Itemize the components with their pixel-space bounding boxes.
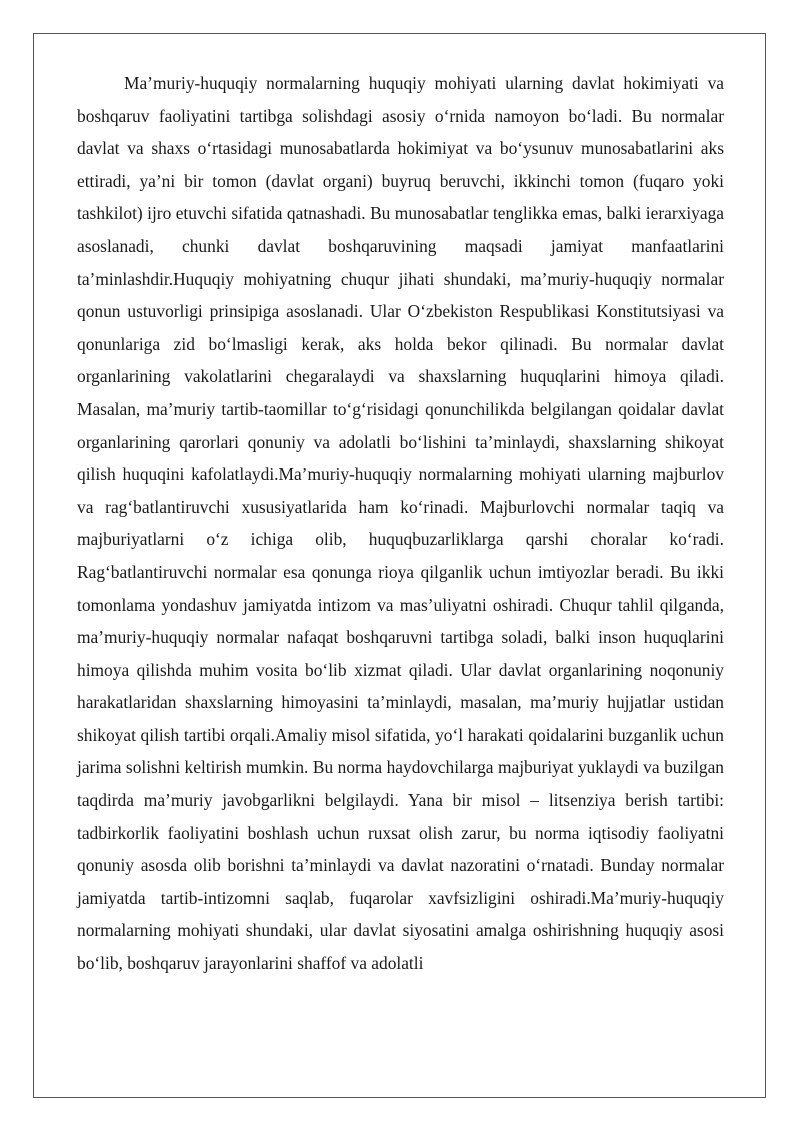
body-paragraph: Ma’muriy-huquqiy normalarning huquqiy mohiyati ularning davlat hokimiyati va boshqaruv faoliyatini tartibga solishdagi asosiy o‘rnida namoyon bo‘ladi. Bu normalar davlat va shaxs o‘rtasidagi munosabatlarda hokimiyat va bo‘ysunuv munosabatlarini aks ettiradi, ya’ni bir tomon (davlat organi) buyruq beruvchi, ikkinchi tomon (fuqaro yoki tashkilot) ijro etuvchi sifatida qatnashadi. Bu munosabatlar tenglikka emas, balki ierarxiyaga asoslanadi, chunki davlat boshqaruvining maqsadi jamiyat manfaatlarini ta’minlashdir.Huquqiy mohiyatning chuqur jihati shundaki, ma’muriy-huquqiy normalar qonun ustuvorligi prinsipiga asoslanadi. Ular O‘zbekiston Respublikasi Konstitutsiyasi va qonunlariga zid bo‘lmasligi kerak, aks holda bekor qilinadi. Bu normalar davlat organlarining vakolatlarini chegaralaydi va shaxslarning huquqlarini himoya qiladi. Masalan, ma’muriy tartib-taomillar to‘g‘risidagi qonunchilikda belgilangan qoidalar davlat organlarining qarorlari qonuniy va adolatli bo‘lishini ta’minlaydi, shaxslarning shikoyat qilish huquqini kafolatlaydi.Ma’muriy-huquqiy normalarning mohiyati ularning majburlov va rag‘batlantiruvchi xususiyatlarida ham ko‘rinadi. Majburlovchi normalar taqiq va majburiyatlarni o‘z ichiga olib, huquqbuzarliklarga qarshi choralar ko‘radi. Rag‘batlantiruvchi normalar esa qonunga rioya qilganlik uchun imtiyozlar beradi. Bu ikki tomonlama yondashuv jamiyatda intizom va mas’uliyatni oshiradi. Chuqur tahlil qilganda, ma’muriy-huquqiy normalar nafaqat boshqaruvni tartibga soladi, balki inson huquqlarini himoya qilishda muhim vosita bo‘lib xizmat qiladi. Ular davlat organlarining noqonuniy harakatlaridan shaxslarning himoyasini ta’minlaydi, masalan, ma’muriy hujjatlar ustidan shikoyat qilish tartibi orqali.Amaliy misol sifatida, yo‘l harakati qoidalarini buzganlik uchun jarima solishni keltirish mumkin. Bu norma haydovchilarga majburiyat yuklaydi va buzilgan taqdirda ma’muriy javobgarlikni belgilaydi. Yana bir misol – litsenziya berish tartibi: tadbirkorlik faoliyatini boshlash uchun ruxsat olish zarur, bu norma iqtisodiy faoliyatni qonuniy asosda olib borishni ta’minlaydi va davlat nazoratini o‘rnatadi. Bunday normalar jamiyatda tartib-intizomni saqlab, fuqarolar xavfsizligini oshiradi.Ma’muriy-huquqiy normalarning mohiyati shundaki, ular davlat siyosatini amalga oshirishning huquqiy asosi bo‘lib, boshqaruv jarayonlarini shaffof va adolatli: [77, 73, 724, 974]
